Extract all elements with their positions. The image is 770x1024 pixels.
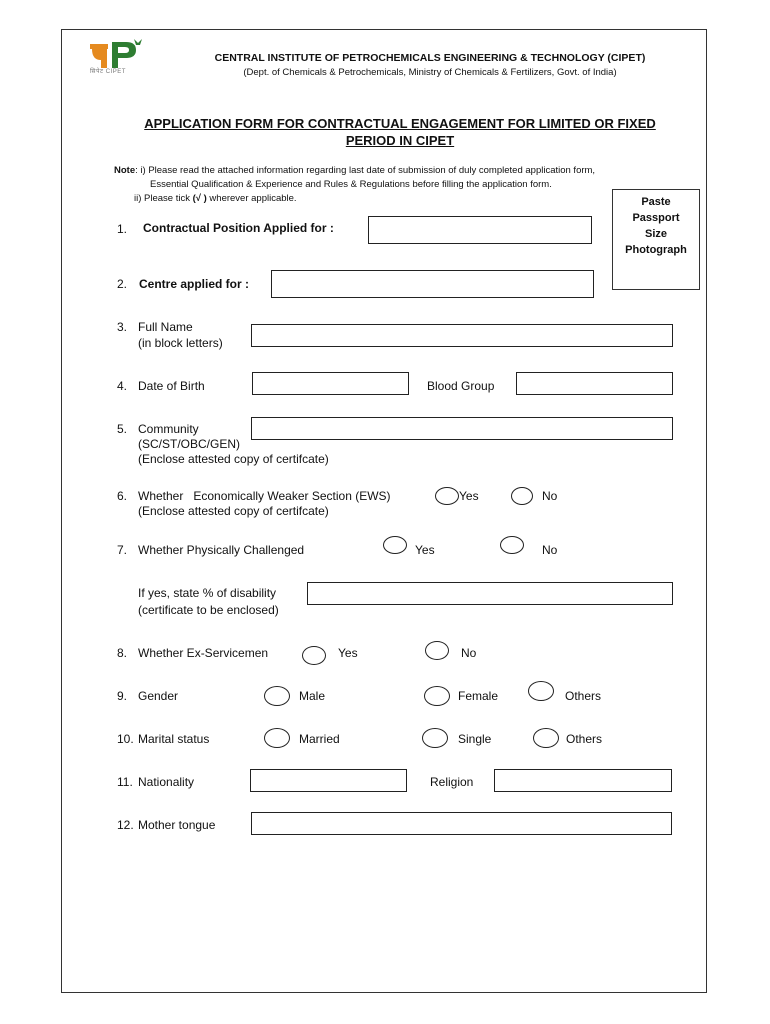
pc-no-radio[interactable] <box>500 536 524 554</box>
disability-percent-input[interactable] <box>307 582 673 605</box>
ews-yes-radio[interactable] <box>435 487 459 505</box>
note-text3a: ii) Please tick <box>134 193 193 204</box>
religion-input[interactable] <box>494 769 672 792</box>
form-title <box>110 115 690 149</box>
note-line3 <box>134 192 534 205</box>
field-11-number: 11. <box>117 775 133 789</box>
marital-others-label: Others <box>566 732 603 746</box>
gender-others-label: Others <box>565 689 602 703</box>
marital-others-radio[interactable] <box>533 728 559 748</box>
marital-status-label: Marital status <box>138 732 210 746</box>
ex-servicemen-no-radio[interactable] <box>425 641 449 660</box>
photo-label-3: Size <box>644 228 667 240</box>
marital-single-radio[interactable] <box>422 728 448 748</box>
institute-department: (Dept. of Chemicals & Petrochemicals, Ministry of Chemicals & Fertilizers, Govt. of India) <box>243 67 617 78</box>
field-12-number: 12. <box>117 818 134 832</box>
field-2-number: 2. <box>117 277 128 291</box>
note-line2: Essential Qualification & Experience and Rules & Regulations before filling the application form. <box>150 179 552 190</box>
position-input[interactable] <box>368 216 592 244</box>
nationality-input[interactable] <box>250 769 407 792</box>
disability-percent-label: If yes, state % of disability <box>138 586 277 600</box>
photo-box[interactable] <box>612 189 700 290</box>
community-sublabel-1: (SC/ST/OBC/GEN) <box>138 437 241 451</box>
gender-female-label: Female <box>458 689 499 703</box>
photo-label-2: Passport <box>632 212 680 224</box>
field-1-number: 1. <box>117 222 128 236</box>
ex-servicemen-yes-label: Yes <box>338 646 358 660</box>
ex-servicemen-label: Whether Ex-Servicemen <box>138 646 269 660</box>
form-title-line1: APPLICATION FORM FOR CONTRACTUAL ENGAGEMENT FOR LIMITED OR FIXED <box>144 116 656 131</box>
blood-group-input[interactable] <box>516 372 673 395</box>
institute-name: CENTRAL INSTITUTE OF PETROCHEMICALS ENGINEERING & TECHNOLOGY (CIPET) <box>214 52 646 64</box>
field-4-number: 4. <box>117 379 128 393</box>
field-5-number: 5. <box>117 422 128 436</box>
photo-label-4: Photograph <box>625 244 687 256</box>
pc-yes-radio[interactable] <box>383 536 407 554</box>
blood-group-label: Blood Group <box>427 379 495 393</box>
dob-label: Date of Birth <box>138 379 205 393</box>
physically-challenged-label: Whether Physically Challenged <box>138 543 305 557</box>
centre-input[interactable] <box>271 270 594 298</box>
community-label: Community <box>138 422 199 436</box>
ex-servicemen-yes-radio[interactable] <box>302 646 326 665</box>
tick-mark: (√ ) <box>192 193 207 204</box>
field-6-number: 6. <box>117 489 128 503</box>
ews-no-radio[interactable] <box>511 487 533 505</box>
gender-male-label: Male <box>299 689 326 703</box>
gender-label: Gender <box>138 689 179 703</box>
note-text3b: wherever applicable. <box>206 193 297 204</box>
disability-percent-sublabel: (certificate to be enclosed) <box>138 603 279 617</box>
full-name-sublabel: (in block letters) <box>138 336 223 350</box>
field-3-number: 3. <box>117 320 128 334</box>
position-label: Contractual Position Applied for : <box>143 221 334 235</box>
field-10-number: 10. <box>117 732 134 746</box>
community-input[interactable] <box>251 417 673 440</box>
dob-input[interactable] <box>252 372 409 395</box>
field-8-number: 8. <box>117 646 128 660</box>
gender-male-radio[interactable] <box>264 686 290 706</box>
note-line1 <box>114 164 704 177</box>
centre-label: Centre applied for : <box>139 277 250 291</box>
ews-sublabel: (Enclose attested copy of certifcate) <box>138 504 329 518</box>
community-sublabel-2: (Enclose attested copy of certifcate) <box>138 452 329 466</box>
gender-others-radio[interactable] <box>528 681 554 701</box>
gender-female-radio[interactable] <box>424 686 450 706</box>
pc-yes-label: Yes <box>415 543 435 557</box>
pc-no-label: No <box>542 543 558 557</box>
note-label: Note <box>114 165 136 176</box>
full-name-label: Full Name <box>138 320 193 334</box>
full-name-input[interactable] <box>251 324 673 347</box>
ews-yes-label: Yes <box>459 489 479 503</box>
note-text1: : i) Please read the attached information regarding last date of submission of duly completed application form, <box>135 165 596 176</box>
nationality-label: Nationality <box>138 775 195 789</box>
religion-label: Religion <box>430 775 474 789</box>
mother-tongue-input[interactable] <box>251 812 672 835</box>
form-title-line2: PERIOD IN CIPET <box>345 133 455 148</box>
marital-single-label: Single <box>458 732 492 746</box>
field-7-number: 7. <box>117 543 128 557</box>
photo-label-1: Paste <box>641 196 671 208</box>
ex-servicemen-no-label: No <box>461 646 477 660</box>
ews-no-label: No <box>542 489 558 503</box>
field-9-number: 9. <box>117 689 128 703</box>
mother-tongue-label: Mother tongue <box>138 818 216 832</box>
ews-label: Whether Economically Weaker Section (EWS) <box>138 489 391 503</box>
logo-caption: सिपेट CIPET <box>90 69 126 75</box>
marital-married-radio[interactable] <box>264 728 290 748</box>
marital-married-label: Married <box>299 732 340 746</box>
